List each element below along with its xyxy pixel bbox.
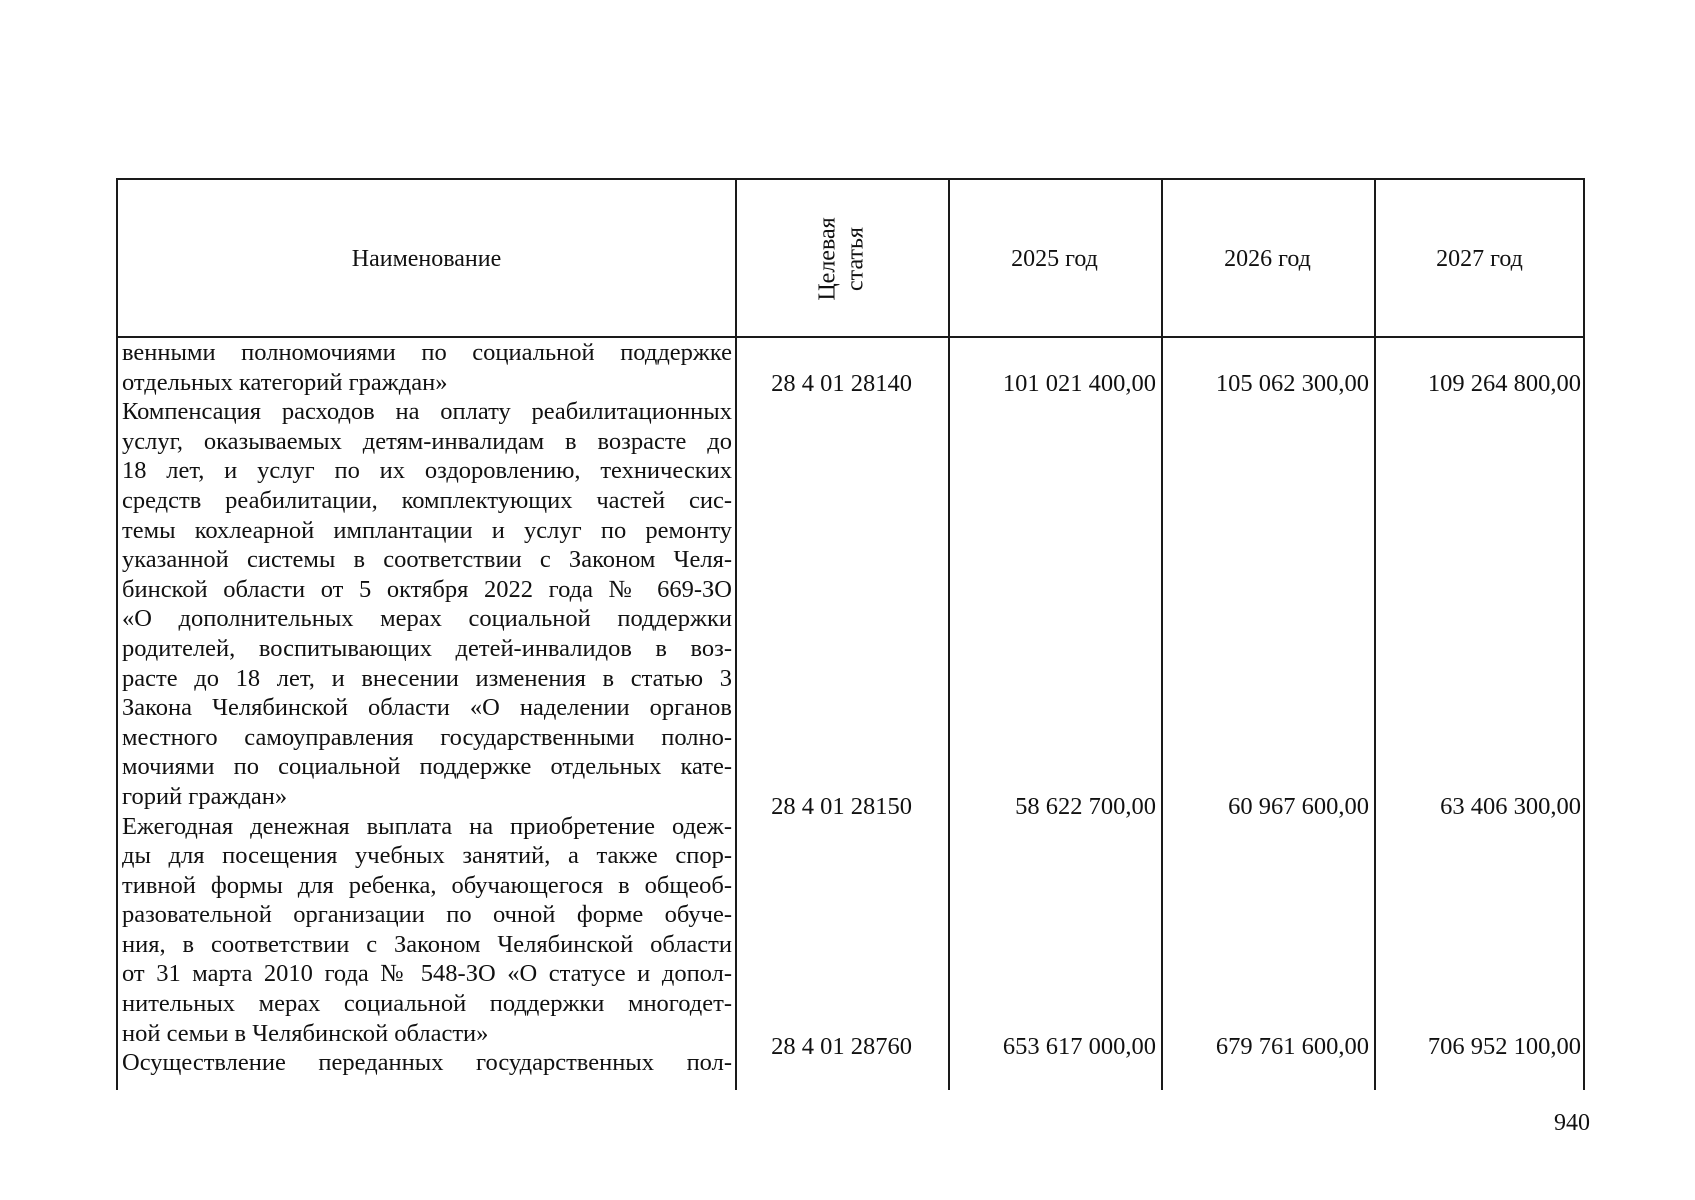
text-line: указанной системы в соответствии с Законом Челя- <box>122 546 732 574</box>
table-header-row <box>118 180 1583 338</box>
text-line: разовательной организации по очной форме обуче- <box>122 901 732 929</box>
text-line: ной семьи в Челябинской области» <box>122 1019 489 1047</box>
text-line: венными полномочиями по социальной поддержке <box>122 339 732 366</box>
header-year-2026-label: 2026 год <box>1224 245 1311 272</box>
text-line: родителей, воспитывающих детей-инвалидов в воз- <box>122 634 732 662</box>
row-value-2025: 653 617 000,00 <box>1002 1033 1156 1060</box>
header-year-2025 <box>948 180 1161 338</box>
budget-table <box>116 178 1585 1090</box>
text-line: от 31 марта 2010 года № 548-ЗО «О статусе и допол- <box>122 960 732 988</box>
text-line: «О дополнительных мерах социальной поддержки <box>122 605 732 633</box>
header-target-article <box>735 180 948 338</box>
header-name <box>118 180 735 338</box>
page-number: 940 <box>1554 1110 1590 1136</box>
text-line: Осуществление переданных государственных пол- <box>122 1049 732 1077</box>
text-line: горий граждан» <box>122 782 288 810</box>
row-value-2027: 109 264 800,00 <box>1427 370 1581 397</box>
text-line: местного самоуправления государственными полно- <box>122 723 732 751</box>
text-line: ды для посещения учебных занятий, а также спор- <box>122 842 732 870</box>
text-line: ния, в соответствии с Законом Челябинской области <box>122 930 732 958</box>
header-year-2027 <box>1374 180 1585 338</box>
text-line: бинской области от 5 октября 2022 года № 669-ЗО <box>122 575 732 603</box>
text-line: отдельных категорий граждан» <box>122 368 448 396</box>
row-value-2025: 101 021 400,00 <box>1002 370 1156 397</box>
name-column-text <box>122 338 732 1078</box>
row-value-2027: 63 406 300,00 <box>1440 793 1581 820</box>
row-value-2026: 60 967 600,00 <box>1228 793 1369 820</box>
row-value-2026: 105 062 300,00 <box>1215 370 1369 397</box>
text-line: 18 лет, и услуг по их оздоровлению, технических <box>122 457 732 485</box>
text-line: мочиями по социальной поддержке отдельных кате- <box>122 753 732 781</box>
row-value-2025: 58 622 700,00 <box>1015 793 1156 820</box>
header-year-2027-label: 2027 год <box>1436 245 1523 272</box>
text-line: расте до 18 лет, и внесении изменения в статью 3 <box>122 664 732 692</box>
text-line: темы кохлеарной имплантации и услуг по ремонту <box>122 516 732 544</box>
text-line: Компенсация расходов на оплату реабилитационных <box>122 398 732 426</box>
header-target-article-label <box>813 217 869 300</box>
text-line: Закона Челябинской области «О наделении органов <box>122 694 732 722</box>
row-code: 28 4 01 28140 <box>771 370 912 397</box>
header-target-line2: статья <box>842 227 869 291</box>
row-value-2026: 679 761 600,00 <box>1215 1033 1369 1060</box>
text-line: нительных мерах социальной поддержки многодет- <box>122 990 732 1018</box>
header-name-label: Наименование <box>351 245 502 272</box>
header-target-line1: Целевая <box>814 217 841 301</box>
row-code: 28 4 01 28150 <box>771 793 912 820</box>
text-line: услуг, оказываемых детям-инвалидам в возрасте до <box>122 427 732 455</box>
header-year-2025-label: 2025 год <box>1011 245 1098 272</box>
row-value-2027: 706 952 100,00 <box>1427 1033 1581 1060</box>
text-line: Ежегодная денежная выплата на приобретение одеж- <box>122 812 732 840</box>
row-code: 28 4 01 28760 <box>771 1033 912 1060</box>
header-year-2026 <box>1161 180 1374 338</box>
text-line: тивной формы для ребенка, обучающегося в общеоб- <box>122 871 732 899</box>
text-line: средств реабилитации, комплектующих частей сис- <box>122 486 732 514</box>
